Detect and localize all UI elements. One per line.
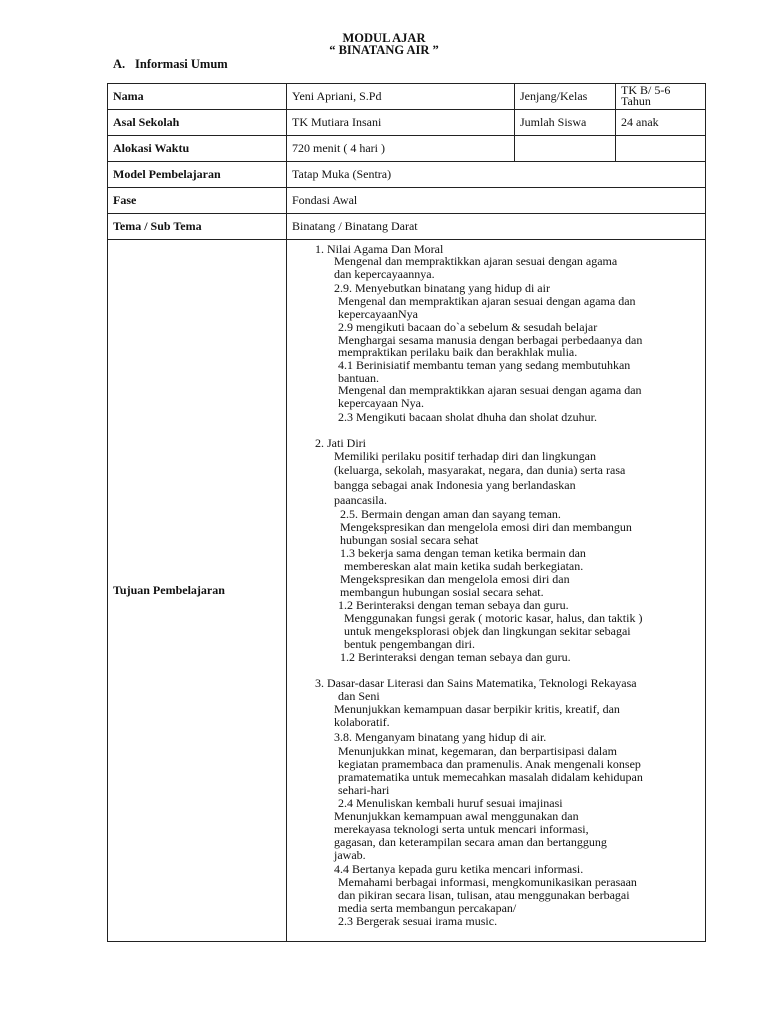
tujuan-line: Memiliki perilaku positif terhadap diri dan lingkungan bbox=[334, 449, 596, 463]
tujuan-line: Menunjukkan kemampuan dasar berpikir kritis, kreatif, dan bbox=[334, 702, 620, 716]
tujuan-line: 2.9. Menyebutkan binatang yang hidup di air bbox=[334, 281, 550, 295]
tema-value: Binatang / Binatang Darat bbox=[287, 214, 706, 240]
tujuan-line: kolaboratif. bbox=[334, 715, 390, 729]
section-letter: A. bbox=[113, 57, 126, 71]
tujuan-line: kepercayaan Nya. bbox=[338, 396, 424, 410]
tujuan-line: bentuk pengembangan diri. bbox=[344, 637, 475, 651]
tujuan-line: Menunjukkan minat, kegemaran, dan berpartisipasi dalam bbox=[338, 744, 617, 758]
tujuan-line: gagasan, dan keterampilan secara aman dan bertanggung bbox=[334, 835, 607, 849]
tujuan-line: bangga sebagai anak Indonesia yang berlandaskan bbox=[334, 478, 576, 492]
tujuan-line: membangun hubungan sosial secara sehat. bbox=[340, 585, 544, 599]
row-tema bbox=[108, 214, 706, 240]
model-value: Tatap Muka (Sentra) bbox=[287, 162, 706, 188]
tujuan-line: bantuan. bbox=[338, 371, 379, 385]
tujuan-line: dan Seni bbox=[338, 689, 380, 703]
tujuan-content bbox=[287, 240, 706, 942]
tujuan-line: sehari-hari bbox=[338, 783, 390, 797]
tujuan-line: 2. Jati Diri bbox=[315, 436, 366, 450]
tujuan-line: 3. Dasar-dasar Literasi dan Sains Matematika, Teknologi Rekayasa bbox=[315, 676, 637, 690]
siswa-value: 24 anak bbox=[616, 110, 706, 136]
tujuan-line: kepercayaanNya bbox=[338, 307, 418, 321]
row-fase bbox=[108, 188, 706, 214]
tujuan-line: hubungan sosial secara sehat bbox=[340, 533, 479, 547]
tujuan-line: 1.3 bekerja sama dengan teman ketika bermain dan bbox=[340, 546, 586, 560]
row-sekolah bbox=[108, 110, 706, 136]
tujuan-line: 2.9 mengikuti bacaan do`a sebelum & sesudah belajar bbox=[338, 320, 598, 334]
tujuan-line: Mengenal dan mempraktikan ajaran sesuai dengan agama dan bbox=[338, 294, 636, 308]
info-table bbox=[107, 83, 706, 942]
tujuan-line: Memahami berbagai informasi, mengkomunikasikan perasaan bbox=[338, 875, 637, 889]
tujuan-line: (keluarga, sekolah, masyarakat, negara, dan dunia) serta rasa bbox=[334, 463, 626, 477]
tujuan-line: Menunjukkan kemampuan awal menggunakan dan bbox=[334, 809, 579, 823]
tujuan-line: 3.8. Menganyam binatang yang hidup di air. bbox=[334, 730, 547, 744]
document-subtitle: “ BINATANG AIR ” bbox=[329, 43, 439, 57]
empty-cell bbox=[616, 136, 706, 162]
empty-cell bbox=[515, 136, 616, 162]
tujuan-line: 4.4 Bertanya kepada guru ketika mencari informasi. bbox=[334, 862, 584, 876]
sekolah-value: TK Mutiara Insani bbox=[287, 110, 515, 136]
row-nama bbox=[108, 84, 706, 110]
tujuan-line: 2.5. Bermain dengan aman dan sayang teman. bbox=[340, 507, 561, 521]
section-title: Informasi Umum bbox=[135, 57, 228, 71]
alokasi-label: Alokasi Waktu bbox=[108, 136, 287, 162]
jenjang-value-line2: Tahun bbox=[621, 94, 651, 108]
fase-value: Fondasi Awal bbox=[287, 188, 706, 214]
model-label: Model Pembelajaran bbox=[108, 162, 287, 188]
tujuan-line: 2.3 Mengikuti bacaan sholat dhuha dan sholat dzuhur. bbox=[338, 410, 597, 424]
nama-value: Yeni Apriani, S.Pd bbox=[287, 84, 515, 110]
tujuan-line: dan kepercayaannya. bbox=[334, 267, 435, 281]
tujuan-line: untuk mengeksplorasi objek dan lingkungan sekitar sebagai bbox=[344, 624, 631, 638]
tujuan-line: paancasila. bbox=[334, 493, 387, 507]
fase-label: Fase bbox=[108, 188, 287, 214]
tujuan-line: kegiatan pramembaca dan pramenulis. Anak mengenali konsep bbox=[338, 757, 641, 771]
row-alokasi bbox=[108, 136, 706, 162]
tujuan-line: jawab. bbox=[334, 848, 366, 862]
jenjang-value bbox=[616, 84, 706, 110]
tujuan-line: 2.4 Menuliskan kembali huruf sesuai imajinasi bbox=[338, 796, 563, 810]
jenjang-value-line1: TK B/ 5-6 bbox=[621, 83, 671, 97]
sekolah-label: Asal Sekolah bbox=[108, 110, 287, 136]
siswa-label: Jumlah Siswa bbox=[515, 110, 616, 136]
tujuan-line: 2.3 Bergerak sesuai irama music. bbox=[338, 914, 498, 928]
section-heading bbox=[113, 57, 228, 72]
document-title: MODUL AJAR bbox=[342, 31, 426, 45]
alokasi-value: 720 menit ( 4 hari ) bbox=[287, 136, 515, 162]
jenjang-label: Jenjang/Kelas bbox=[515, 84, 616, 110]
tujuan-line: Mengenal dan mempraktikkan ajaran sesuai dengan agama bbox=[334, 254, 618, 268]
nama-label: Nama bbox=[108, 84, 287, 110]
tujuan-line: media serta membangun percakapan/ bbox=[338, 901, 517, 915]
tujuan-line: Menghargai sesama manusia dengan berbagai perbedaanya dan bbox=[338, 333, 643, 347]
tujuan-line: pramatematika untuk memecahkan masalah didalam kehidupan bbox=[338, 770, 643, 784]
tujuan-line: membereskan alat main ketika sudah berkegiatan. bbox=[344, 559, 584, 573]
tujuan-line: 1.2 Berinteraksi dengan teman sebaya dan guru. bbox=[338, 598, 569, 612]
tujuan-line: 4.1 Berinisiatif membantu teman yang sedang membutuhkan bbox=[338, 358, 631, 372]
tujuan-label: Tujuan Pembelajaran bbox=[108, 240, 287, 942]
tujuan-line: dan pikiran secara lisan, tulisan, atau menggunakan berbagai bbox=[338, 888, 630, 902]
tujuan-line: 1. Nilai Agama Dan Moral bbox=[315, 242, 444, 256]
tujuan-line: Mengekspresikan dan mengelola emosi diri dan bbox=[340, 572, 570, 586]
row-tujuan bbox=[108, 240, 706, 942]
row-model bbox=[108, 162, 706, 188]
tujuan-line: 1.2 Berinteraksi dengan teman sebaya dan guru. bbox=[340, 650, 571, 664]
tujuan-line: merekayasa teknologi serta untuk mencari informasi, bbox=[334, 822, 589, 836]
tujuan-line: Mengekspresikan dan mengelola emosi diri dan membangun bbox=[340, 520, 632, 534]
tujuan-line: Menggunakan fungsi gerak ( motoric kasar, halus, dan taktik ) bbox=[344, 611, 643, 625]
tujuan-line: mempraktikan perilaku baik dan berakhlak mulia. bbox=[338, 345, 578, 359]
tema-label: Tema / Sub Tema bbox=[108, 214, 287, 240]
tujuan-line: Mengenal dan mempraktikkan ajaran sesuai dengan agama dan bbox=[338, 383, 642, 397]
